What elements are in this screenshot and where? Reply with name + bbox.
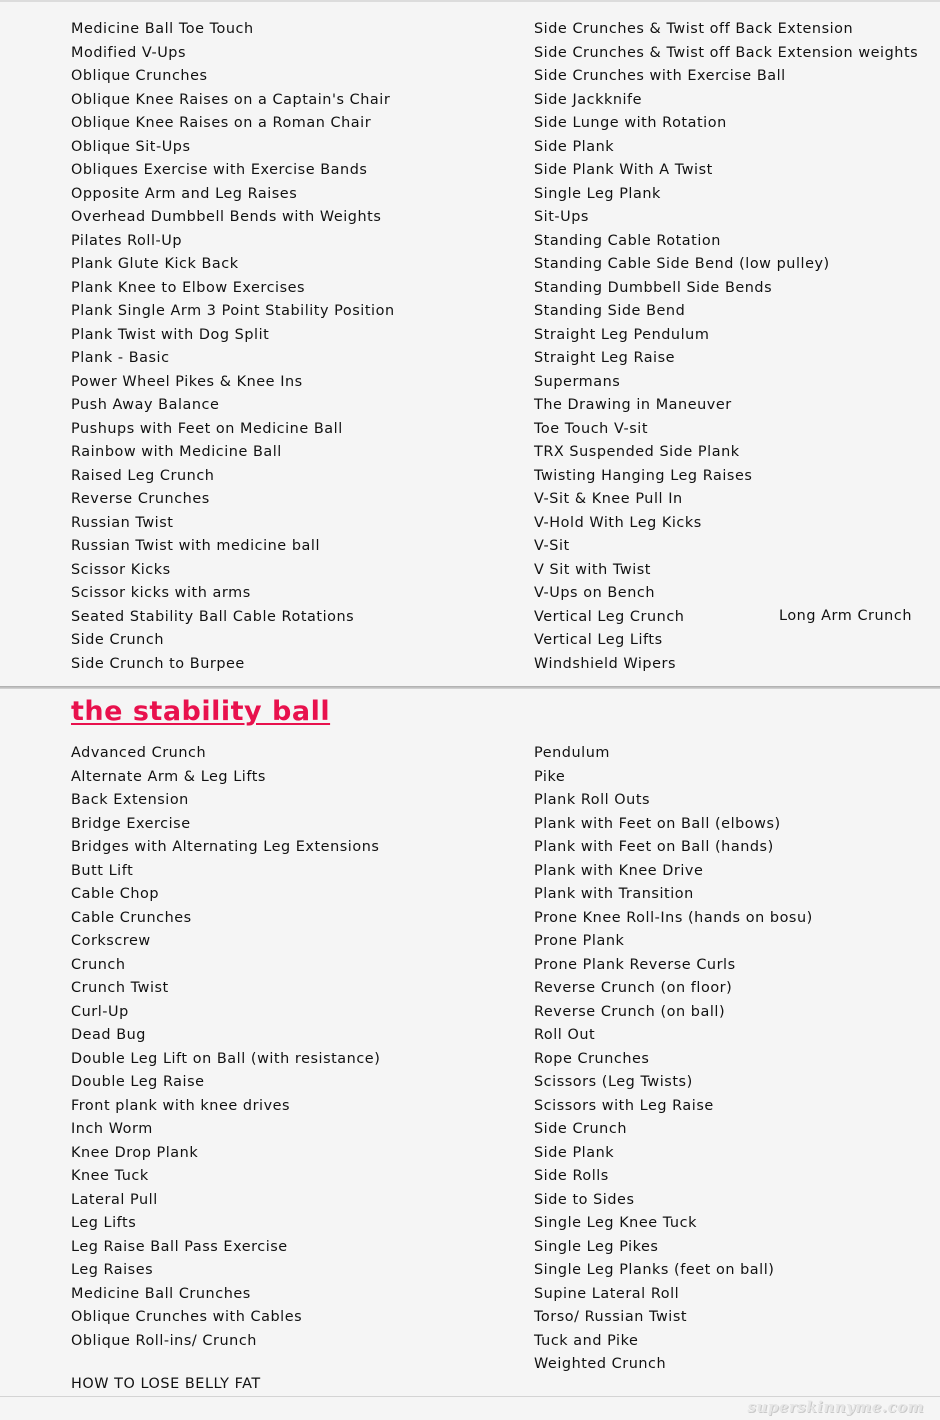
exercise-item: Standing Cable Rotation xyxy=(534,232,721,249)
exercise-item: Prone Plank Reverse Curls xyxy=(534,956,736,973)
exercise-item: Crunch xyxy=(71,956,126,973)
exercise-item: Medicine Ball Crunches xyxy=(71,1285,251,1302)
exercise-item: Leg Raise Ball Pass Exercise xyxy=(71,1238,288,1255)
exercise-item: Rainbow with Medicine Ball xyxy=(71,444,282,460)
exercise-item: Reverse Crunch (on ball) xyxy=(534,1003,726,1020)
exercise-item: Oblique Roll-ins/ Crunch xyxy=(71,1332,257,1349)
exercise-item: Roll Out xyxy=(534,1027,596,1043)
exercise-item: Knee Tuck xyxy=(71,1168,149,1184)
exercise-item: Crunch Twist xyxy=(71,980,169,996)
exercise-item: Scissor Kicks xyxy=(71,561,171,578)
exercise-item: Vertical Leg Crunch xyxy=(534,608,685,625)
exercise-item: Standing Dumbbell Side Bends xyxy=(534,279,773,296)
watermark-logo: superskinnyme.com xyxy=(747,1398,924,1416)
exercise-item: Overhead Dumbbell Bends with Weights xyxy=(71,209,382,225)
exercise-item: Single Leg Plank xyxy=(534,185,661,202)
exercise-item: Pushups with Feet on Medicine Ball xyxy=(71,420,343,437)
exercise-item: Prone Knee Roll-Ins (hands on bosu) xyxy=(534,909,813,926)
exercise-item: Single Leg Planks (feet on ball) xyxy=(534,1262,775,1278)
exercise-item: Advanced Crunch xyxy=(71,745,207,761)
exercise-item: Straight Leg Pendulum xyxy=(534,326,710,343)
exercise-item: Double Leg Raise xyxy=(71,1074,205,1090)
exercise-item: Leg Raises xyxy=(71,1262,154,1278)
exercise-item: Corkscrew xyxy=(71,933,151,949)
exercise-item: Twisting Hanging Leg Raises xyxy=(534,467,753,484)
exercise-item: The Drawing in Maneuver xyxy=(534,397,732,413)
exercise-item: Leg Lifts xyxy=(71,1215,137,1231)
exercise-item: Side Crunch to Burpee xyxy=(71,655,245,672)
exercise-item: TRX Suspended Side Plank xyxy=(534,444,740,460)
exercise-item: Plank with Knee Drive xyxy=(534,862,704,879)
exercise-item: Inch Worm xyxy=(71,1121,153,1137)
exercise-item: Single Leg Knee Tuck xyxy=(534,1215,697,1231)
exercise-item: Side Jackknife xyxy=(534,91,643,108)
exercise-item: Push Away Balance xyxy=(71,397,220,413)
stability-ball-list-left xyxy=(71,742,380,1353)
exercise-item: Russian Twist xyxy=(71,514,174,531)
exercise-item: Scissors (Leg Twists) xyxy=(534,1074,693,1090)
exercise-item: Plank Knee to Elbow Exercises xyxy=(71,279,306,296)
exercise-item: Plank Roll Outs xyxy=(534,792,651,808)
exercise-item: Standing Cable Side Bend (low pulley) xyxy=(534,256,830,272)
exercise-item: Butt Lift xyxy=(71,862,134,879)
exercise-item: Rope Crunches xyxy=(534,1050,650,1067)
exercise-item: Toe Touch V-sit xyxy=(534,420,649,437)
exercise-item: Alternate Arm & Leg Lifts xyxy=(71,768,266,785)
exercise-item: Front plank with knee drives xyxy=(71,1097,291,1114)
exercise-item: Windshield Wipers xyxy=(534,655,677,672)
exercise-item: Sit-Ups xyxy=(534,209,589,225)
exercise-item: Tuck and Pike xyxy=(534,1332,639,1349)
exercise-item: Opposite Arm and Leg Raises xyxy=(71,185,298,202)
section-title[interactable]: the stability ball xyxy=(71,696,331,727)
stability-ball-list-right xyxy=(534,742,813,1377)
exercise-item: Pike xyxy=(534,768,566,785)
exercise-item: Side Lunge with Rotation xyxy=(534,115,727,131)
exercise-item: Side Crunch xyxy=(71,632,164,648)
exercise-item: Straight Leg Raise xyxy=(534,350,676,366)
exercise-item: Seated Stability Ball Cable Rotations xyxy=(71,608,355,625)
exercise-item: Oblique Crunches with Cables xyxy=(71,1309,303,1325)
exercise-item: Side Crunches & Twist off Back Extension xyxy=(534,21,854,37)
exercise-item: Plank Twist with Dog Split xyxy=(71,326,270,343)
exercise-item: Prone Plank xyxy=(534,933,625,949)
exercise-item: Modified V-Ups xyxy=(71,44,187,61)
exercise-item: Medicine Ball Toe Touch xyxy=(71,21,254,37)
exercise-item: Side Rolls xyxy=(534,1168,609,1184)
exercise-item: Bridges with Alternating Leg Extensions xyxy=(71,839,380,855)
exercise-item: Plank with Transition xyxy=(534,886,694,902)
exercise-item: Oblique Sit-Ups xyxy=(71,138,191,155)
exercise-item: V-Ups on Bench xyxy=(534,585,656,601)
exercise-item: Oblique Knee Raises on a Captain's Chair xyxy=(71,91,391,108)
exercise-item: Standing Side Bend xyxy=(534,303,686,319)
exercise-item: Side Plank xyxy=(534,1144,615,1161)
exercise-item: Scissors with Leg Raise xyxy=(534,1097,714,1114)
exercise-item: V-Sit xyxy=(534,538,570,554)
exercise-item: Reverse Crunches xyxy=(71,491,210,507)
exercise-item: Dead Bug xyxy=(71,1027,146,1043)
exercise-item: Supermans xyxy=(534,373,621,390)
exercise-item: Russian Twist with medicine ball xyxy=(71,538,320,554)
exercise-item: Vertical Leg Lifts xyxy=(534,632,663,648)
exercise-item: Power Wheel Pikes & Knee Ins xyxy=(71,373,303,390)
exercise-item: V-Sit & Knee Pull In xyxy=(534,491,683,507)
exercise-list-left xyxy=(71,18,395,676)
exercise-item: Side Plank With A Twist xyxy=(534,162,713,178)
exercise-item: Lateral Pull xyxy=(71,1191,158,1208)
exercise-item: Pilates Roll-Up xyxy=(71,232,183,249)
exercise-item: Side Crunches & Twist off Back Extension weights xyxy=(534,44,919,61)
exercise-item: Oblique Knee Raises on a Roman Chair xyxy=(71,115,372,131)
exercise-item: Side Crunches with Exercise Ball xyxy=(534,68,786,84)
footer-link[interactable]: HOW TO LOSE BELLY FAT xyxy=(71,1376,261,1392)
exercise-item: Weighted Crunch xyxy=(534,1356,667,1372)
exercise-item: Reverse Crunch (on floor) xyxy=(534,980,733,996)
exercise-item: Cable Crunches xyxy=(71,909,192,926)
exercise-item: Side to Sides xyxy=(534,1191,635,1208)
exercise-item: Raised Leg Crunch xyxy=(71,467,215,484)
exercise-item: Supine Lateral Roll xyxy=(534,1285,680,1302)
exercise-item: Plank with Feet on Ball (elbows) xyxy=(534,815,781,832)
exercise-item: Single Leg Pikes xyxy=(534,1238,659,1255)
exercise-item: Bridge Exercise xyxy=(71,815,191,832)
exercise-item: Pendulum xyxy=(534,745,610,761)
exercise-item: Plank with Feet on Ball (hands) xyxy=(534,839,774,855)
exercise-item: Curl-Up xyxy=(71,1003,129,1020)
exercise-item: Cable Chop xyxy=(71,886,160,902)
exercise-item: Plank - Basic xyxy=(71,350,170,366)
exercise-item: Side Plank xyxy=(534,138,615,155)
exercise-item: V Sit with Twist xyxy=(534,561,651,578)
exercise-list-right xyxy=(534,18,918,676)
exercise-item: Double Leg Lift on Ball (with resistance) xyxy=(71,1050,381,1067)
exercise-item: Plank Glute Kick Back xyxy=(71,256,239,272)
exercise-item: Oblique Crunches xyxy=(71,68,208,84)
exercise-item: Obliques Exercise with Exercise Bands xyxy=(71,162,368,178)
exercise-item-extra: Long Arm Crunch xyxy=(779,608,912,624)
exercise-item: Scissor kicks with arms xyxy=(71,585,251,601)
exercise-item: Torso/ Russian Twist xyxy=(534,1309,688,1325)
top-divider xyxy=(0,0,940,2)
section-divider xyxy=(0,686,940,689)
exercise-item: Plank Single Arm 3 Point Stability Position xyxy=(71,303,395,319)
exercise-item: Knee Drop Plank xyxy=(71,1144,199,1161)
exercise-item: V-Hold With Leg Kicks xyxy=(534,514,702,531)
bottom-divider xyxy=(0,1396,940,1397)
exercise-item: Back Extension xyxy=(71,792,189,808)
exercise-item: Side Crunch xyxy=(534,1121,627,1137)
